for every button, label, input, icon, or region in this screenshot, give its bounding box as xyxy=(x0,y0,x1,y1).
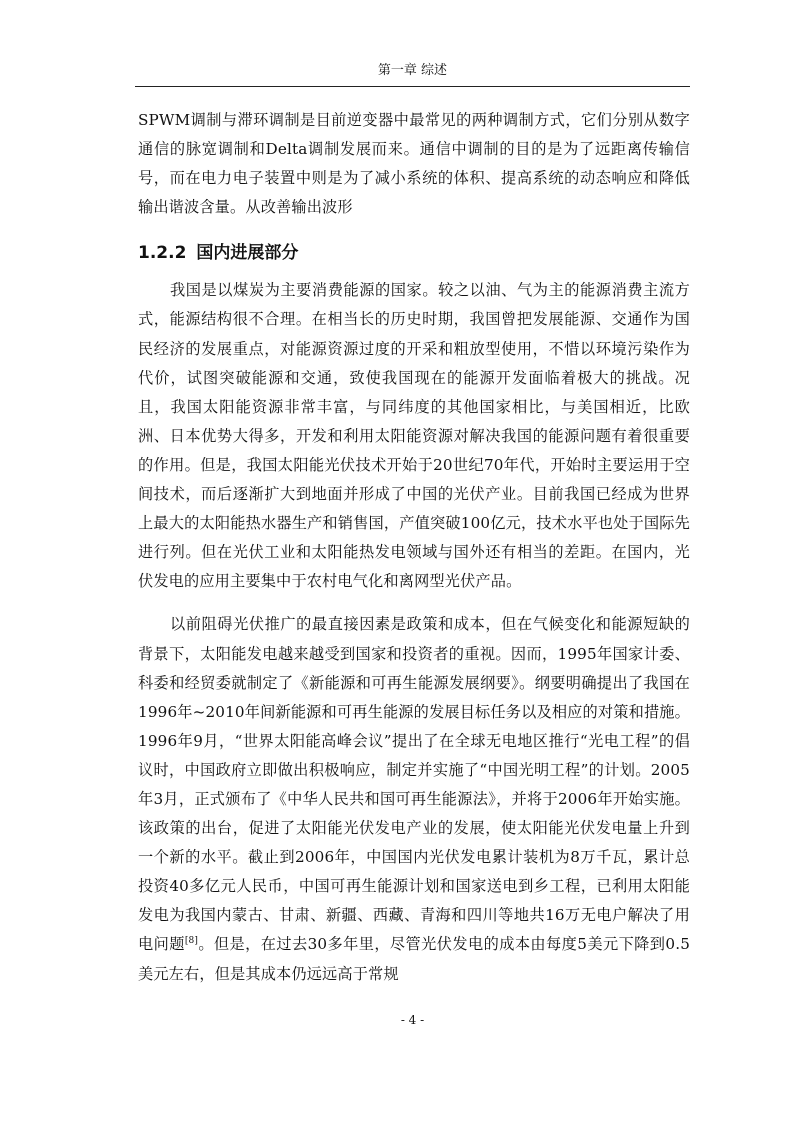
page-body xyxy=(138,106,690,989)
paragraph-domestic-energy: 我国是以煤炭为主要消费能源的国家。较之以油、气为主的能源消费主流方式，能源结构很不合理。在相当长的历史时期，我国曾把发展能源、交通作为国民经济的发展重点，对能源资源过度的开采和粗放型使用，不惜以环境污染作为代价，试图突破能源和交通，致使我国现在的能源开发面临着极大的挑战。况且，我国太阳能资源非常丰富，与同纬度的其他国家相比，与美国相近，比欧洲、日本优势大得多，开发和利用太阳能资源对解决我国的能源问题有着很重要的作用。但是，我国太阳能光伏技术开始于20世纪70年代，开始时主要运用于空间技术，而后逐渐扩大到地面并形成了中国的光伏产业。目前我国已经成为世界上最大的太阳能热水器生产和销售国，产值突破100亿元，技术水平也处于国际先进行列。但在光伏工业和太阳能热发电领域与国外还有相当的差距。在国内，光伏发电的应用主要集中于农村电气化和离网型光伏产品。 xyxy=(138,281,690,591)
section-heading xyxy=(138,240,690,266)
header-rule xyxy=(135,86,690,87)
section-number: 1.2.2 xyxy=(138,243,187,264)
running-header: 第一章 综述 xyxy=(377,63,448,78)
paragraph-gap xyxy=(138,596,690,610)
paragraph-policy-continuation: 。但是，在过去30多年里，尽管光伏发电的成本由每度5美元下降到0.5美元左右，但是其成本仍远远高于常规 xyxy=(138,935,691,983)
intro-paragraph: SPWM调制与滞环调制是目前逆变器中最常见的两种调制方式，它们分别从数字通信的脉宽调制和Delta调制发展而来。通信中调制的目的是为了远距离传输信号，而在电力电子装置中则是为了减小系统的体积、提高系统的动态响应和降低输出谐波含量。从改善输出波形 xyxy=(138,111,690,217)
page-number: - 4 - xyxy=(400,1013,425,1027)
paragraph-policy-text: 以前阻碍光伏推广的最直接因素是政策和成本，但在气候变化和能源短缺的背景下，太阳能发电越来越受到国家和投资者的重视。因而，1995年国家计委、科委和经贸委就制定了《新能源和可再生能源发展纲要》。纲要明确提出了我国在1996年~2010年间新能源和可再生能源的发展目标任务以及相应的对策和措施。1996年9月，“世界太阳能高峰会议”提出了在全球无电地区推行“光电工程”的倡议时，中国政府立即做出积极响应，制定并实施了“中国光明工程”的计划。2005年3月，正式颁布了《中华人民共和国可再生能源法》，并将于2006年开始实施。该政策的出台，促进了太阳能光伏发电产业的发展，使太阳能光伏发电量上升到一个新的水平。截止到2006年，中国国内光伏发电累计装机为8万千瓦，累计总投资40多亿元人民币，中国可再生能源计划和国家送电到乡工程，已利用太阳能发电为我国内蒙古、甘肃、新疆、西藏、青海和四川等地共16万无电户解决了用电问题 xyxy=(138,615,690,954)
section-title: 国内进展部分 xyxy=(196,243,299,264)
citation-ref: [8] xyxy=(184,936,199,947)
paragraph-policy-cost xyxy=(138,610,690,988)
